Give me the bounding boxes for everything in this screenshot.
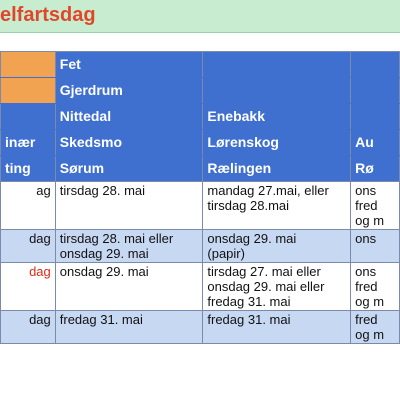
cell-line: dag	[29, 231, 51, 246]
header-cell: Rø	[351, 156, 400, 182]
cell-line: ons	[355, 231, 377, 246]
table-cell	[351, 230, 400, 263]
header-cell: Fet	[55, 52, 203, 78]
header-cell: Skedsmo	[55, 130, 203, 156]
cell-line: fred	[355, 198, 378, 213]
header-cell: Sørum	[55, 156, 203, 182]
header-cell	[203, 52, 351, 78]
table-cell	[351, 311, 400, 344]
header-cell: Au	[351, 130, 400, 156]
header-row	[1, 156, 400, 182]
cell-line: ag	[36, 183, 51, 198]
cell-line: tirsdag 28.mai	[207, 198, 290, 213]
header-row	[1, 52, 400, 78]
header-cell: inær	[1, 130, 56, 156]
cell-line: onsdag 29. mai eller	[207, 279, 325, 294]
cell-line: dag	[29, 312, 51, 327]
table-cell	[203, 182, 351, 230]
table-cell	[1, 263, 56, 311]
header-cell	[351, 78, 400, 104]
table-cell	[203, 263, 351, 311]
table-row	[1, 182, 400, 230]
cell-line: fredag 31. mai	[59, 312, 143, 327]
table-cell	[55, 182, 203, 230]
table-cell	[203, 311, 351, 344]
cell-line: (papir)	[207, 246, 245, 261]
header-cell: Enebakk	[203, 104, 351, 130]
cell-line: og m	[355, 213, 385, 228]
table-header	[1, 52, 400, 182]
cell-line: fred	[355, 279, 378, 294]
spacer	[0, 33, 400, 51]
table-cell	[55, 311, 203, 344]
table-cell	[1, 230, 56, 263]
cell-line: onsdag 29. mai	[59, 264, 149, 279]
cell-line: tirsdag 28. mai eller	[59, 231, 174, 246]
header-cell: Nittedal	[55, 104, 203, 130]
table-cell	[55, 230, 203, 263]
cell-line: fredag 31. mai	[207, 294, 291, 309]
cell-line: og m	[355, 327, 385, 342]
cell-line: tirsdag 28. mai	[59, 183, 146, 198]
header-row	[1, 130, 400, 156]
cell-line: onsdag 29. mai	[59, 246, 149, 261]
table-cell	[351, 182, 400, 230]
table-row	[1, 311, 400, 344]
cell-line: tirsdag 27. mai eller	[207, 264, 321, 279]
header-cell	[203, 78, 351, 104]
table-cell	[351, 263, 400, 311]
header-cell	[1, 52, 56, 78]
cell-line: og m	[355, 294, 385, 309]
cell-line: onsdag 29. mai	[207, 231, 297, 246]
header-cell: ting	[1, 156, 56, 182]
table-body	[1, 182, 400, 344]
cell-line: ons	[355, 264, 377, 279]
table-row	[1, 230, 400, 263]
table-cell	[1, 182, 56, 230]
title-bar	[0, 0, 400, 33]
header-cell	[351, 104, 400, 130]
table-cell	[55, 263, 203, 311]
page-title: elfartsdag	[0, 4, 96, 26]
schedule-table	[0, 51, 400, 344]
table-cell	[1, 311, 56, 344]
table-cell	[203, 230, 351, 263]
header-cell: Lørenskog	[203, 130, 351, 156]
header-cell: Rælingen	[203, 156, 351, 182]
cell-line: ons	[355, 183, 377, 198]
cell-line: fred	[355, 312, 378, 327]
header-cell	[1, 104, 56, 130]
cell-line: dag	[29, 264, 51, 279]
header-cell: Gjerdrum	[55, 78, 203, 104]
cell-line: mandag 27.mai, eller	[207, 183, 329, 198]
table-row	[1, 263, 400, 311]
header-row	[1, 78, 400, 104]
cell-line: fredag 31. mai	[207, 312, 291, 327]
header-cell	[1, 78, 56, 104]
header-cell	[351, 52, 400, 78]
header-row	[1, 104, 400, 130]
